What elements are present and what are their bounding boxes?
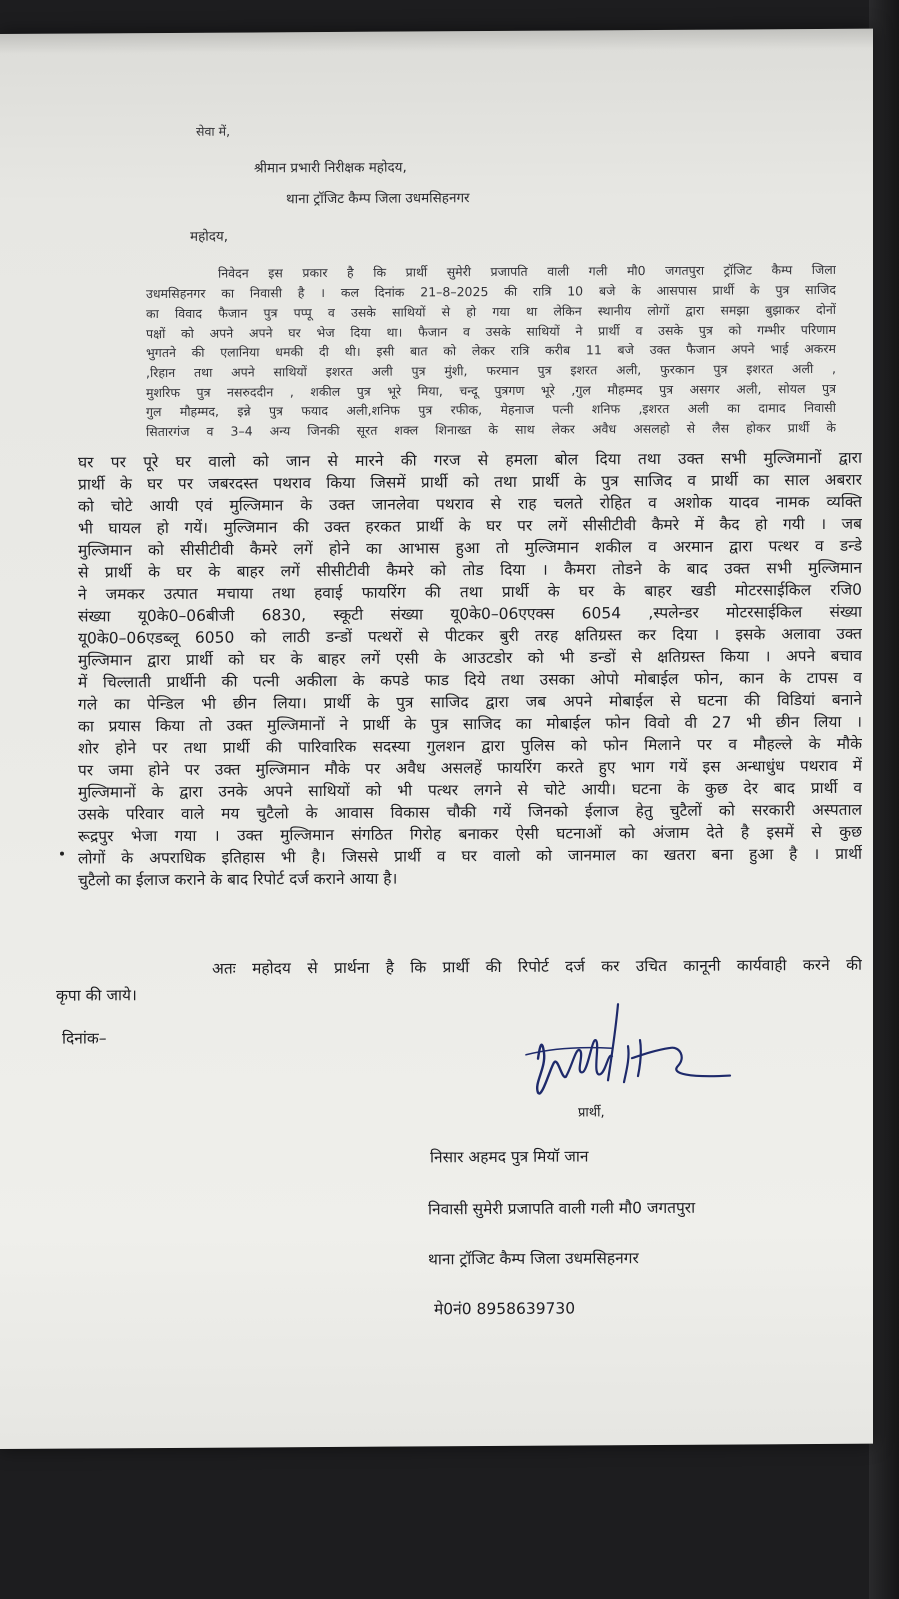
body-paragraph-part-1 [146,261,836,440]
body-line: पक्षों को अपने अपने घर भेज दिया था। फैजान व उसके साथियों ने प्रार्थी व उसके पुत्र को गम्भीर परिणाम [146,321,836,342]
greeting: महोदय, [190,228,229,245]
sender-mobile: मे0नं0 8958639730 [434,1299,576,1319]
body-line: का प्रयास किया तो उक्त मुल्जिमानों ने प्रार्थी के पुत्र साजिद का मोबाईल फोन विवो वी 27 भी छीन लिया । [78,712,862,736]
body-line: प्रार्थी के घर पर जबरदस्त पथराव किया जिसमें प्रार्थी को तथा प्रार्थी के पुत्र साजिद व प्रार्थी का साल अबरार [78,470,862,494]
body-line: संख्या यू0के0–06बीजी 6830, स्कूटी संख्या यू0के0–06एएक्स 6054 ,स्पलेन्डर मोटरसाईकिल संख्या [78,602,862,626]
body-line: मुशरिफ पुत्र नसरुददीन , शकील पुत्र भूरे मिया, चन्दू पुत्रगण भूरे ,गुल मौहम्मद पुत्र असगर अली, सोयल पुत्र [146,380,836,401]
body-line: भी घायल हो गयें। मुल्जिमान की उक्त हरकत प्रार्थी के घर पर लगें सीसीटीवी कैमरे में कैद हो गयी । जब [78,514,862,538]
body-line: उसके परिवार वाले मय चुटैलो के आवास विकास चौकी गयें जिनको ईलाज हेतु चुटैलों को सरकारी अस्पताल [78,800,862,824]
body-line: में चिल्लाती प्रार्थीनी की पत्नी अकीला के कपडे फाड दिये तथा उसका ओपो मोबाईल फोन, कान के टापस व [78,668,862,692]
ink-dot [60,852,64,856]
body-line: ,रिहान तथा अपने साथियों इशरत अली पुत्र मुंशी, फरमान पुत्र इशरत अली, फुरकान पुत्र इशरत अली , [146,360,836,381]
body-line: का विवाद फैजान पुत्र पप्पू व उसके साथियों से हो गया था लेकिन स्थानीय लोगों द्वारा समझा बुझाकर दोनों [146,301,836,322]
body-line: गुल मौहम्मद, इन्ने पुत्र फयाद अली,शनिफ पुत्र रफीक, मेहनाज पत्नी शनिफ ,इशरत अली का दामाद निवासी [146,399,836,420]
body-paragraph-part-2 [78,447,862,890]
salutation-to: सेवा में, [196,123,231,139]
body-line: से प्रार्थी के घर के बाहर लगें सीसीटीवी कैमरे को तोड दिया । कैमरा तोडने के बाद उक्त सभी मुल्जिमान [78,558,862,582]
body-line: भुगतने की एलानिया धमकी दी थी। इसी बात को लेकर रात्रि करीब 11 बजे उक्त फैजान अपने भाई अकरम [146,340,836,361]
body-line: घर पर पूरे घर वालो को जान से मारने की गरज से हमला बोल दिया तथा उक्त सभी मुल्जिमानों द्वारा [78,448,862,472]
sender-police-station: थाना ट्रॉजिट कैम्प जिला उधमसिहनगर [428,1249,639,1269]
signature [520,995,740,1106]
dark-background [869,0,899,1599]
addressee-line-1: श्रीमान प्रभारी निरीक्षक महोदय, [254,159,407,177]
request-line-1: अतः महोदय से प्रार्थना है कि प्रार्थी की रिपोर्ट दर्ज कर उचित कानूनी कार्यवाही करने की [212,955,862,978]
body-line: सितारगंज व 3–4 अन्य जिनकी सूरत शक्ल शिनाख्त के साथ लेकर अवैध असलहो से लैस होकर प्रार्थी के [146,419,836,440]
body-line: मुल्जिमान को सीसीटीवी कैमरे लगें होने का आभास हुआ तो मुल्जिमान शकील व अरमान द्वारा पत्थर व डन्डे [78,536,862,560]
body-line: निवेदन इस प्रकार है कि प्रार्थी सुमेरी प्रजापति वाली गली मौ0 जगतपुरा ट्रॉजिट कैम्प जिला [218,261,836,281]
body-line: लोगों के अपराधिक इतिहास भी है। जिससे प्रार्थी व घर वालो को जानमाल का खतरा बना हुआ है । प्रार्थी [78,844,862,868]
body-line: यू0के0–06एडब्लू 6050 को लाठी डन्डों पत्थरों से पीटकर बुरी तरह क्षतिग्रस्त कर दिया । इसके अलावा उक्त [78,624,862,648]
body-line: चुटैलो का ईलाज कराने के बाद रिपोर्ट दर्ज कराने आया है। [78,869,398,890]
body-line: शोर होने पर तथा प्रार्थी की पारिवारिक सदस्या गुलशन द्वारा पुलिस को फोन मिलाने पर व मौहल्ले के मौके [78,734,862,758]
letter-page [0,29,873,1449]
request-line-2: कृपा की जाये। [56,986,137,1005]
sender-name: निसार अहमद पुत्र मियॉ जान [430,1147,589,1167]
applicant-label: प्रार्थी, [578,1105,605,1121]
body-line: ने जमकर उत्पात मचाया तथा हवाई फायरिंग की तथा प्रार्थी के घर के बाहर खडी मोटरसाईकिल रजि0 [78,580,862,604]
body-line: को चोटे आयी एवं मुल्जिमान के उक्त जानलेवा पथराव से राह चलते रोहित व अशोक यादव नामक व्यक्ति [78,492,862,516]
addressee-line-2: थाना ट्रॉजिट कैम्प जिला उधमसिहनगर [286,190,470,208]
body-line: पर जमा होने पर उक्त मुल्जिमान मौके पर अवैध असलहें फायरिंग करते हुए भाग गयें इस अन्धाधुंध पथराव में [78,756,862,780]
date-label: दिनांक– [62,1029,107,1048]
body-line: मुल्जिमानों के द्वारा उनके अपने साथियों को भी पत्थर लगने से चोटे आयी। घटना के कुछ देर बाद प्रार्थी व [78,778,862,802]
body-line: उधमसिहनगर का निवासी है । कल दिनांक 21–8–2025 की रात्रि 10 बजे के आसपास प्रार्थी के पुत्र साजिद [146,281,836,302]
body-line: रूद्रपुर भेजा गया । उक्त मुल्जिमान संगठित गिरोह बनाकर ऐसी घटनाओं को अंजाम देते है इसमें से कुछ [78,822,862,846]
sender-address: निवासी सुमेरी प्रजापति वाली गली मौ0 जगतपुरा [428,1198,696,1219]
body-line: मुल्जिमान द्वारा प्रार्थी को घर के बाहर लगें एसी के आउटडोर को भी डन्डों से क्षतिग्रस्त किया । अपने बचाव [78,646,862,670]
body-line: गले का पेन्डिल भी छीन लिया। प्रार्थी के पुत्र साजिद द्वारा जब अपने मोबाईल से घटना की विडियां बनाने [78,690,862,714]
